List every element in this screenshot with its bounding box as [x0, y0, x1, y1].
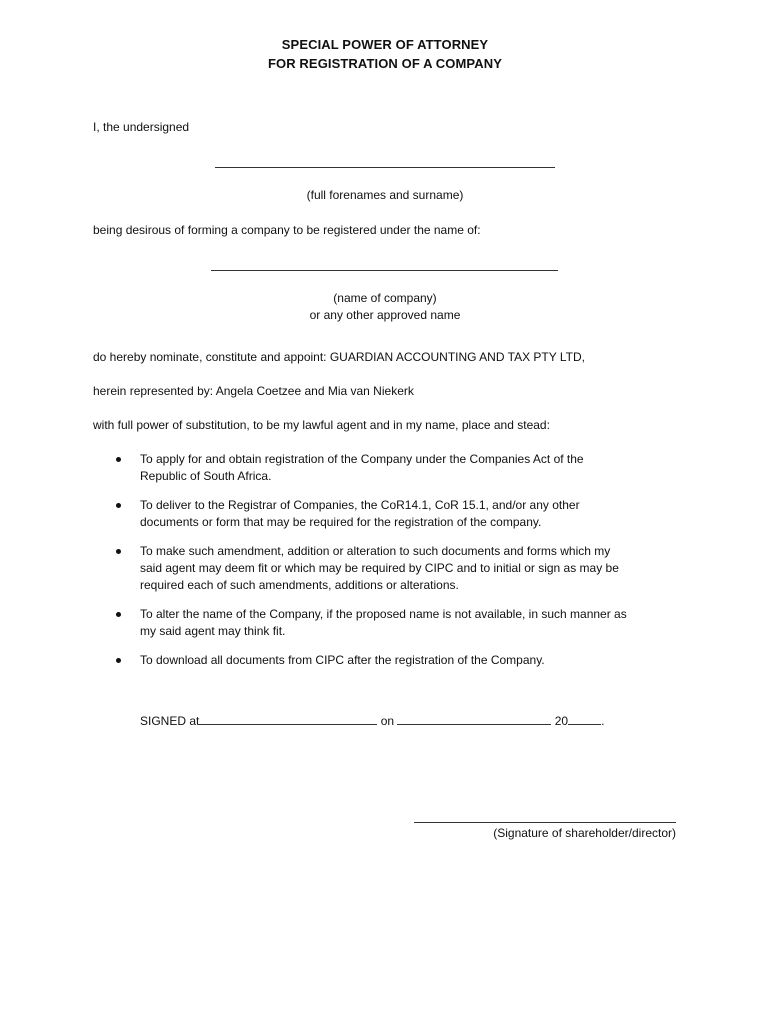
appoint-text: do hereby nominate, constitute and appoint: GUARDIAN ACCOUNTING AND TAX PTY LTD, [93, 350, 585, 364]
power-4-line-2: my said agent may think fit. [140, 624, 286, 638]
signature-blank-line [414, 822, 676, 823]
document-title-line-2: FOR REGISTRATION OF A COMPANY [267, 56, 502, 71]
powers-list [114, 451, 674, 681]
signed-at-label: SIGNED at [140, 714, 200, 728]
power-2-line-1: To deliver to the Registrar of Companies, the CoR14.1, CoR 15.1, and/or any other [140, 498, 580, 512]
power-3-line-3: required each of such amendments, additions or alterations. [140, 578, 459, 592]
power-5-line-1: To download all documents from CIPC after the registration of the Company. [140, 653, 545, 667]
list-item [114, 497, 674, 531]
power-3-line-2: said agent may deem fit or which may be required by CIPC and to initial or sign as may be [140, 561, 619, 575]
company-name-caption: (name of company) [333, 291, 437, 305]
document-title-line-1: SPECIAL POWER OF ATTORNEY [281, 37, 489, 52]
list-item [114, 451, 674, 485]
signed-line [140, 713, 604, 730]
signed-date-blank [397, 713, 551, 725]
power-1-line-2: Republic of South Africa. [140, 469, 272, 483]
desirous-text: being desirous of forming a company to be registered under the name of: [93, 223, 481, 237]
bullet-icon [116, 612, 121, 617]
bullet-icon [116, 549, 121, 554]
year-suffix-blank [568, 713, 601, 725]
company-name-blank-line [211, 270, 558, 271]
bullet-icon [116, 457, 121, 462]
signed-on-label: on [380, 714, 395, 728]
power-1-line-1: To apply for and obtain registration of the Company under the Companies Act of the [140, 452, 584, 466]
signature-caption: (Signature of shareholder/director) [493, 826, 676, 840]
signed-line-period: . [601, 714, 605, 728]
intro-text: I, the undersigned [93, 120, 190, 134]
full-names-blank-line [215, 167, 555, 168]
year-prefix: 20 [554, 714, 569, 728]
bullet-icon [116, 503, 121, 508]
list-item [114, 606, 674, 640]
power-2-line-2: documents or form that may be required for the registration of the company. [140, 515, 542, 529]
list-item [114, 652, 674, 669]
represented-text: herein represented by: Angela Coetzee and Mia van Niekerk [93, 384, 414, 398]
approved-name-caption: or any other approved name [309, 308, 461, 322]
full-names-caption: (full forenames and surname) [306, 188, 464, 202]
signed-place-blank [199, 713, 377, 725]
power-3-line-1: To make such amendment, addition or alteration to such documents and forms which my [140, 544, 611, 558]
list-item [114, 543, 674, 594]
substitution-text: with full power of substitution, to be my lawful agent and in my name, place and stead: [93, 418, 550, 432]
power-4-line-1: To alter the name of the Company, if the proposed name is not available, in such manner as [140, 607, 627, 621]
bullet-icon [116, 658, 121, 663]
